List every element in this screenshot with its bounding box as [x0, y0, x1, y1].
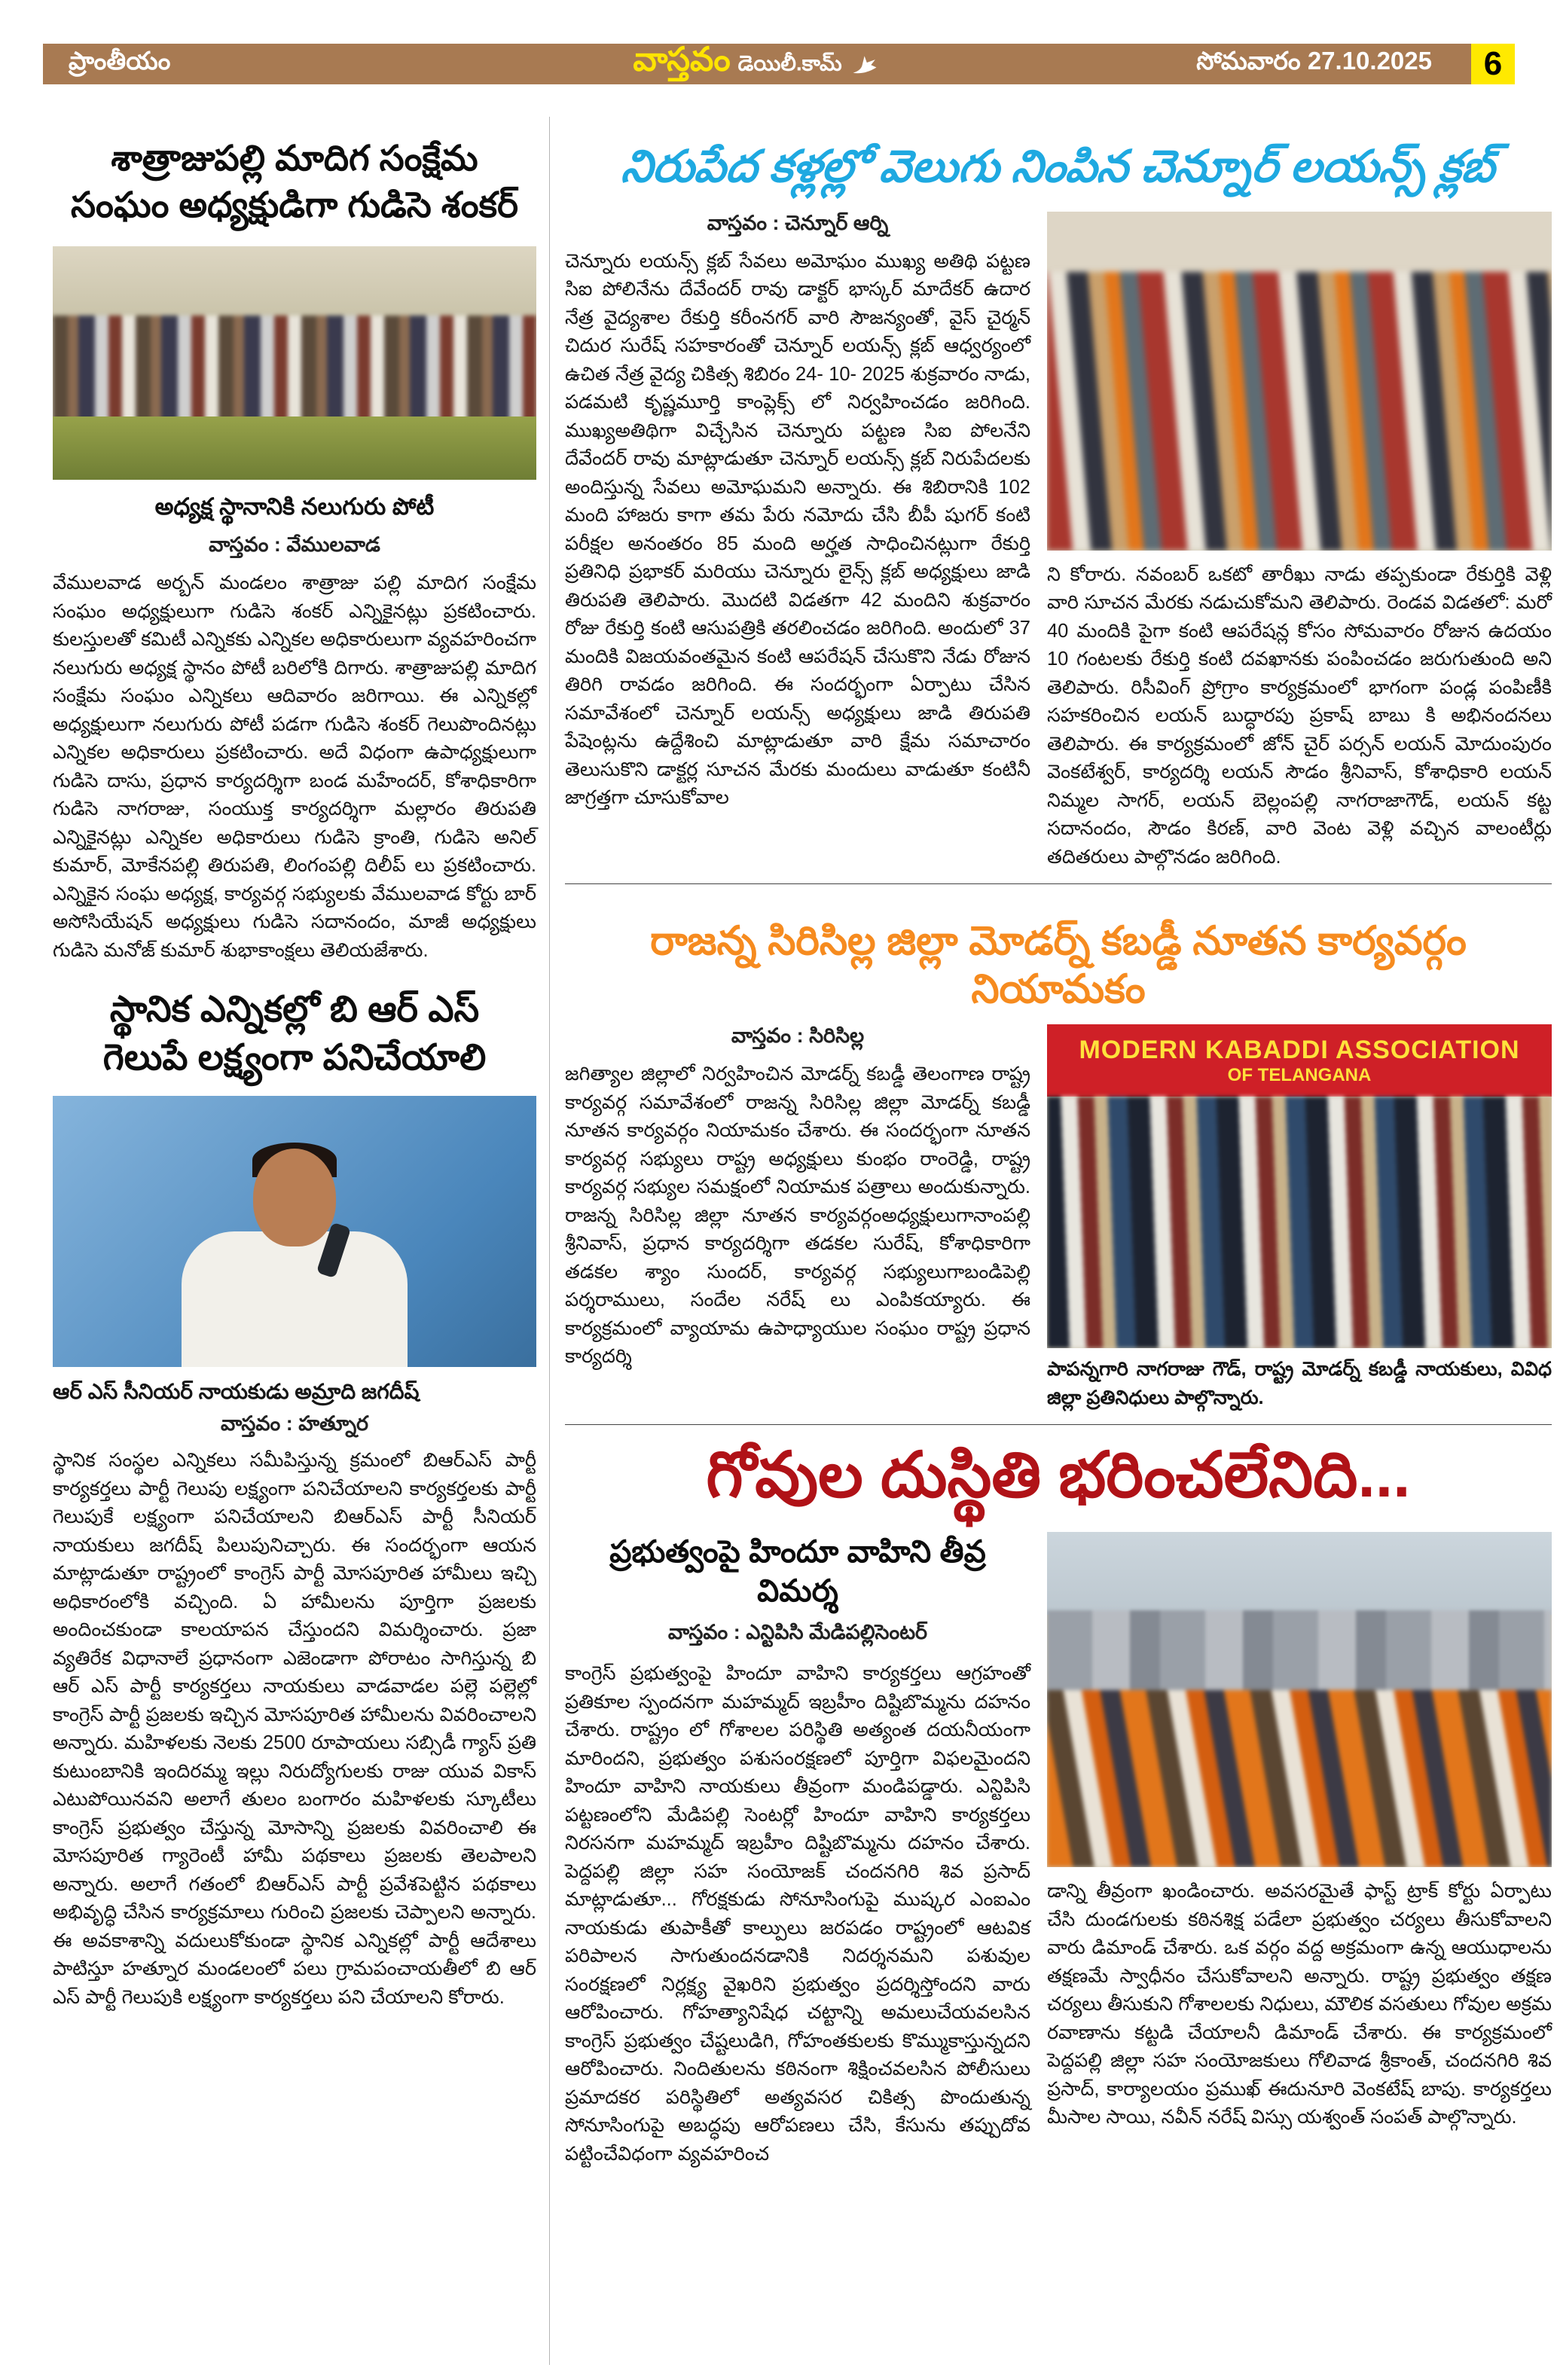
photo-buildings — [1047, 1610, 1552, 1701]
headline-line: సంఘం అధ్యక్షుడిగా గుడిసె శంకర్ — [71, 185, 518, 225]
section-rule — [565, 883, 1552, 884]
vahini-col1 — [565, 1532, 1030, 2168]
article-body-vahini-1: కాంగ్రెస్ ప్రభుత్వంపై హిందూ వాహిని కార్యకర్తలు ఆగ్రహంతో ప్రతికూల స్పందనగా మహమ్మద్ ఇబ్రహీం దిష్టిబొమ్మను దహనం చేశారు. రాష్ట్రం లో గోశాలల పరిస్థితి అత్యంత దయనీయంగా మారిందని, ప్రభుత్వం పశుసంరక్షణలో పూర్తిగా విఫలమైందని హిందూ వాహిని నాయకులు తీవ్రంగా మండిపడ్డారు. ఎన్టిపిసి పట్టణంలోని మేడిపల్లి సెంటర్లో హిందూ వాహిని కార్యకర్తలు నిరసనగా మహమ్మద్ ఇబ్రహీం దిష్టిబొమ్మను దహనం చేశారు. పెద్దపల్లి జిల్లా సహ సంయోజక్ చందనగిరి శివ ప్రసాద్ మాట్లాడుతూ... గోరక్షకుడు సోనూసింగుపై ముష్కర ఎంఐఎం నాయకుడు తుపాకీతో కాల్పులు జరపడం రాష్ట్రంలో ఆటవిక పరిపాలన సాగుతుందనడానికి నిదర్శనమని పశువుల సంరక్షణలో నిర్లక్ష్య వైఖరిని ప్రభుత్వం ప్రదర్శిస్తోందని వారు ఆరోపించారు. గోహత్యానిషేధ చట్టాన్ని అమలుచేయవలసిన కాంగ్రెస్ ప్రభుత్వం చేష్టలుడిగి, గోహంతకులకు కొమ్ముకాస్తున్నదని ఆరోపించారు. నిందితులను కఠినంగా శిక్షించవలసిన పోలీసులు ప్రమాదకర పరిస్థితిలో అత్యవసర చికిత్స పొందుతున్న సోనూసింగుపై అబద్ధపు ఆరోపణలు చేసి, కేసును తప్పుదోవ పట్టించేవిధంగా వ్యవహరించ — [565, 1663, 1030, 2165]
article-body-vahini-2: డాన్ని తీవ్రంగా ఖండించారు. అవసరమైతే ఫాస్ట్ ట్రాక్ కోర్టు ఏర్పాటు చేసి దుండగులకు కఠినశిక్ష పడేలా ప్రభుత్వం చర్యలు తీసుకోవాలని వారు డిమాండ్ చేశారు. ఒక వర్గం వద్ద అక్రమంగా ఉన్న ఆయుధాలను తక్షణమే స్వాధీనం చేసుకోవాలని అన్నారు. రాష్ట్ర ప్రభుత్వం తక్షణ చర్యలు తీసుకుని గోశాలలకు నిధులు, మౌలిక వసతులు గోవుల అక్రమ రవాణాను కట్టడి చేయాలనీ డిమాండ్ చేశారు. ఈ కార్యక్రమంలో పెద్దపల్లి జిల్లా సహ సంయోజకులు గోలివాడ శ్రీకాంత్, చందనగిరి శివ ప్రసాద్, కార్యాలయం ప్రముఖ్ ఈదునూరి వెంకటేష్ బాపు. కార్యకర్తలు మీసాల సాయి, నవీన్ నరేష్ విస్సు యశ్వంత్ సంపత్ పాల్గొన్నారు. — [1047, 1881, 1552, 2128]
group-photo-vemulawada — [53, 246, 536, 480]
kabaddi-col1 — [565, 1024, 1030, 1412]
lions-article — [565, 212, 1552, 872]
photo-crowd — [1047, 1690, 1552, 1867]
article-body-lions-2: ని కోరారు. నవంబర్ ఒకటో తారీఖు నాడు తప్పకుండా రేకుర్తికి వెళ్లి వారి సూచన మేరకు నడుచుకోమని తెలిపారు. రెండవ విడతలో: మరో 40 మందికి పైగా కంటి ఆపరేషన్ల కోసం సోమవారం రోజున ఉదయం 10 గంటలకు రేకుర్తి కంటి దవఖానకు పంపించడం జరుగుతుంది అని తెలిపారు. రిసీవింగ్ ప్రోగ్రాం కార్యక్రమంలో భాగంగా పండ్ల పంపిణీకి సహకరించిన లయన్ బుద్ధారపు ప్రకాష్ బాబు కి అభినందనలు తెలిపారు. ఈ కార్యక్రమంలో జోన్ చైర్ పర్సన్ లయన్ మోదుంపురం వెంకటేశ్వర్, కార్యదర్శి లయన్ సౌడం శ్రీనివాస్, కోశాధికారి లయన్ నిమ్మల సాగర్, లయన్ బెల్లంపల్లి నాగరాజాగౌడ్, లయన్ కట్ట సదానందం, సౌడం కిరణ్, వారి వెంట వెళ్లి వచ్చిన వాలంటీర్లు తదితరులు పాల్గొనడం జరిగింది. — [1047, 563, 1552, 868]
brand-logo — [633, 41, 881, 87]
lions-col1 — [565, 212, 1030, 872]
banner-text: OF TELANGANA — [1227, 1065, 1372, 1085]
photo-crowd — [53, 316, 536, 429]
kabaddi-article — [565, 1024, 1552, 1412]
date-label: సోమవారం 27.10.2025 — [1196, 47, 1432, 75]
vahini-col2 — [1047, 1532, 1552, 2168]
column-divider — [549, 117, 550, 2365]
leader-photo-jagadish — [53, 1096, 536, 1367]
hindu-vahini-article — [565, 1532, 1552, 2168]
right-region — [565, 109, 1552, 2168]
headline-brs — [53, 986, 536, 1082]
section-label: ప్రాంతీయం — [69, 47, 171, 75]
headline-line: స్థానిక ఎన్నికల్లో బి ఆర్ ఎస్ — [109, 990, 480, 1030]
kabaddi-col2 — [1047, 1024, 1552, 1412]
headline-line: శాత్రాజుపల్లి మాదిగ సంక్షేమ — [111, 138, 478, 178]
photo-sky — [53, 246, 536, 322]
dateline-hatnur: వాస్తవం : హత్నూర — [220, 1412, 369, 1436]
photo-crowd — [1047, 272, 1552, 551]
caption-kabaddi: పాపన్నగారి నాగరాజు గౌడ్, రాష్ట్ర మోడర్న్ కబడ్డీ నాయకులు, వివిధ జిల్లా ప్రతినిధులు పాల్గొన్నారు. — [1047, 1359, 1552, 1408]
dateline-sirisilla: వాస్తవం : సిరిసిల్ల — [731, 1024, 865, 1047]
photo-sky — [1047, 1532, 1552, 1615]
photo-person-head — [253, 1149, 336, 1246]
dateline-ntpc: వాస్తవం : ఎన్టిపిసి మేడిపల్లిసెంటర్ — [667, 1621, 928, 1643]
headline-govula: గోవుల దుస్థితి భరించలేనిది... — [706, 1439, 1411, 1510]
dove-icon — [850, 50, 881, 78]
kabaddi-stage-photo — [1047, 1024, 1552, 1348]
article-body-sankshema: వేములవాడ అర్బన్ మండలం శాత్రాజు పల్లి మాదిగ సంక్షేమ సంఘం అధ్యక్షులుగా గుడిసె శంకర్ ఎన్నికైనట్లు ప్రకటించారు. కులస్తులతో కమిటీ ఎన్నికకు ఎన్నికల అధికారులుగా వ్యవహరించగా నలుగురు అధ్యక్ష స్థానం పోటీ బరిలోకి దిగారు. శాత్రాజుపల్లి మాదిగ సంక్షేమ సంఘం ఎన్నికలు ఆదివారం జరిగాయి. ఈ ఎన్నికల్లో అధ్యక్షులుగా నలుగురు పోటీ పడగా గుడిసె శంకర్ గెలుపొందినట్లు ఎన్నికల అధికారులు ప్రకటించారు. అదే విధంగా ఉపాధ్యక్షులుగా గుడిసె దాసు, ప్రధాన కార్యదర్శిగా బండ మహేందర్, కోశాధికారిగా గుడిసె నాగరాజు, సంయుక్త కార్యదర్శిగా మల్లారం తిరుపతి ఎన్నికైనట్లు ఎన్నికల అధికారులు గుడిసె క్రాంతి, గుడిసె అనిల్ కుమార్, మోకేనపల్లి తిరుపతి, లింగంపల్లి దిలీప్ లు ప్రకటించారు. ఎన్నికైన సంఘ అధ్యక్ష, కార్యవర్గ సభ్యులకు వేములవాడ కోర్టు బార్ అసోసియేషన్ అధ్యక్షులు గుడిసె సదానందం, మాజీ అధ్యక్షులు గుడిసె మనోజ్ కుమార్ శుభాకాంక్షలు తెలియజేశారు. — [53, 572, 536, 961]
brand-suffix: డెయిలీ.కామ్ — [737, 51, 842, 75]
photo-crowd — [1047, 1097, 1552, 1348]
headline-kabaddi: రాజన్న సిరిసిల్ల జిల్లా మోడర్న్ కబడ్డీ నూతన కార్యవర్గం నియామకం — [650, 919, 1467, 1012]
section-rule — [565, 1424, 1552, 1425]
left-column — [53, 111, 536, 2012]
lions-col2 — [1047, 212, 1552, 872]
caption-jagadish: ఆర్ ఎస్ సీనియర్ నాయకుడు అమ్రాది జగదీష్ — [53, 1380, 420, 1404]
subhead-vahini: ప్రభుత్వంపై హిందూ వాహిని తీవ్ర విమర్శ — [609, 1534, 986, 1608]
headline-sankshema — [53, 135, 536, 228]
protest-photo — [1047, 1532, 1552, 1867]
article-body-brs: స్థానిక సంస్థల ఎన్నికలు సమీపిస్తున్న క్రమంలో బిఆర్ఎస్ పార్టీ కార్యకర్తలు పార్టీ గెలుపు లక్ష్యంగా పనిచేయాలని కార్యకర్తలకు పార్టీ గెలుపుకే లక్ష్యంగా పనిచేయాలని బిఆర్ఎస్ పార్టీ సీనియర్ నాయకులు జగదీష్ పిలుపునిచ్చారు. ఈ సందర్భంగా ఆయన మాట్లాడుతూ రాష్ట్రంలో కాంగ్రెస్ పార్టీ మోసపూరిత హామీలు ఇచ్చి అధికారంలోకి వచ్చింది. ఏ హామీలను పూర్తిగా ప్రజలకు అందించకుండా కాలయాపన చేస్తుందని విమర్శించారు. ప్రజా వ్యతిరేక విధానాలే ప్రధానంగా ఎజెండాగా పోరాటం సాగిస్తున్న బి ఆర్ ఎస్ పార్టీ కార్యకర్తలు నాయకులు వాడవాడల పల్లె పల్లెల్లో కాంగ్రెస్ పార్టీ ప్రజలకు ఇచ్చిన మోసపూరిత హామీలను వివరించాలని అన్నారు. మహిళలకు నెలకు 2500 రూపాయలు సబ్సిడీ గ్యాస్ ప్రతి కుటుంబానికి ఇందిరమ్మ ఇల్లు నిరుద్యోగులకు రాజు యువ వికాస్ ఎటుపోయినవని అలాగే తులం బంగారం మహిళలకు స్కూటీలు కాంగ్రెస్ ప్రభుత్వం చేస్తున్న మోసాన్ని ప్రజలకు వివరించాలి ఈ మోసపూరిత గ్యారెంటీ హామీ పథకాలు ప్రజలకు తెలపాలని అన్నారు. అలాగే గతంలో బిఆర్ఎస్ పార్టీ ప్రవేశపెట్టిన పథకాలు అభివృద్ధి చేసిన కార్యక్రమాలు గురించి ప్రజలకు చెప్పాలని అన్నారు. ఈ అవకాశాన్ని వదులుకోకుండా స్థానిక ఎన్నికల్లో పార్టీ ఆదేశాలు పాటిస్తూ హత్నూర మండలంలో పలు గ్రామపంచాయతీలో బి ఆర్ ఎస్ పార్టీ గెలుపుకి లక్ష్యంగా కార్యకర్తలు పని చేయాలని కోరారు. — [53, 1450, 536, 2008]
subhead-poti: అధ్యక్ష స్థానానికి నలుగురు పోటీ — [154, 493, 435, 520]
masthead-bar — [43, 41, 1471, 84]
brand-name: వాస్తవం — [633, 41, 731, 78]
dateline-chennur: వాస్తవం : చెన్నూర్ ఆర్ని — [707, 211, 889, 234]
article-body-lions-1: చెన్నూరు లయన్స్ క్లబ్ సేవలు అమోఘం ముఖ్య అతిథి పట్టణ సిఐ పోలినేను దేవేందర్ రావు డాక్టర్ భాస్కర్ మాదేకర్ ఉదార నేత్ర వైద్యశాల రేకుర్తి కరీంనగర్ వారి సౌజన్యంతో, వైస్ చైర్మన్ చిదుర సురేష్ సహకారంతో చెన్నూర్ లయన్స్ క్లబ్ ఆధ్వర్యంలో ఉచిత నేత్ర వైద్య చికిత్స శిబిరం 24- 10- 2025 శుక్రవారం నాడు, పడమటి కృష్ణమూర్తి కాంప్లెక్స్ లో నిర్వహించడం జరిగింది. ముఖ్యఅతిథిగా విచ్చేసిన చెన్నూరు పట్టణ సిఐ పోలనేని దేవేందర్ రావు మాట్లాడుతూ చెన్నూర్ లయన్స్ క్లబ్ నిరుపేదలకు అందిస్తున్న సేవలు అమోఘమని అన్నారు. ఈ శిబిరానికి 102 మంది హాజరు కాగా తమ పేరు నమోదు చేసి బీపీ షుగర్ కంటి పరీక్షల అనంతరం 85 మంది అర్హత సాధించినట్లుగా రేకుర్తి ప్రతినిధి ప్రభాకర్ మరియు చెన్నూరు లైన్స్ క్లబ్ అధ్యక్షులు జాడి తిరుపతి తెలిపారు. మొదటి విడతగా 42 మందిని శుక్రవారం రోజు రేకుర్తి కంటి ఆసుపత్రికి తరలించడం జరిగింది. అందులో 37 మందికి విజయవంతమైన కంటి ఆపరేషన్ చేసుకొని నేడు రోజున తిరిగి రావడం జరిగింది. ఈ సందర్భంగా ఏర్పాటు చేసిన సమావేశంలో చెన్నూర్ లయన్స్ అధ్యక్షులు జాడి తిరుపతి పేషెంట్లను ఉద్దేశించి మాట్లాడుతూ వారి క్షేమ సమాచారం తెలుసుకొని డాక్టర్ల సూచన మేరకు మందులు వాడుతూ కంటినీ జాగ్రత్తగా చూసుకోవాల — [565, 250, 1030, 809]
photo-person-torso — [182, 1231, 408, 1367]
kabaddi-banner — [1047, 1024, 1552, 1097]
headline-line: గెలుపే లక్ష్యంగా పనిచేయాలి — [102, 1038, 487, 1079]
dateline-vemulawada: వాస్తవం : వేములవాడ — [209, 533, 380, 557]
photo-grass — [53, 416, 536, 480]
photo-wall — [1047, 212, 1552, 279]
headline-lions-club: నిరుపేద కళ్లల్లో వెలుగు నింపిన చెన్నూర్ లయన్స్ క్లబ్ — [619, 141, 1497, 191]
lions-event-photo — [1047, 212, 1552, 551]
article-body-kabaddi: జగిత్యాల జిల్లాలో నిర్వహించిన మోడర్న్ కబడ్డీ తెలంగాణ రాష్ట్ర కార్యవర్గ సమావేశంలో రాజన్న సిరిసిల్ల జిల్లా మోడర్న్ కబడ్డీ నూతన కార్యవర్గం నియామకం చేశారు. ఈ సందర్భంగా నూతన కార్యవర్గ సభ్యులు రాష్ట్ర అధ్యక్షులు కుంభం రాంరెడ్డి, రాష్ట్ర కార్యవర్గ సభ్యుల సమక్షంలో నియామక పత్రాలు అందుకున్నారు. రాజన్న సిరిసిల్ల జిల్లా నూతన కార్యవర్గంఅధ్యక్షులుగానాంపల్లి శ్రీనివాస్, ప్రధాన కార్యదర్శిగా తడకల సురేష్, కోశాధికారిగా తడకల శ్యాం సుందర్, కార్యవర్గ సభ్యులుగాబండిపెల్లి పర్శరాములు, సందేల నరేష్ లు ఎంపికయ్యారు. ఈ కార్యక్రమంలో వ్యాయామ ఉపాధ్యాయుల సంఘం రాష్ట్ర ప్రధాన కార్యదర్శి — [565, 1063, 1030, 1367]
page-number-badge: 6 — [1471, 44, 1515, 84]
banner-text: MODERN KABADDI ASSOCIATION — [1079, 1036, 1520, 1064]
